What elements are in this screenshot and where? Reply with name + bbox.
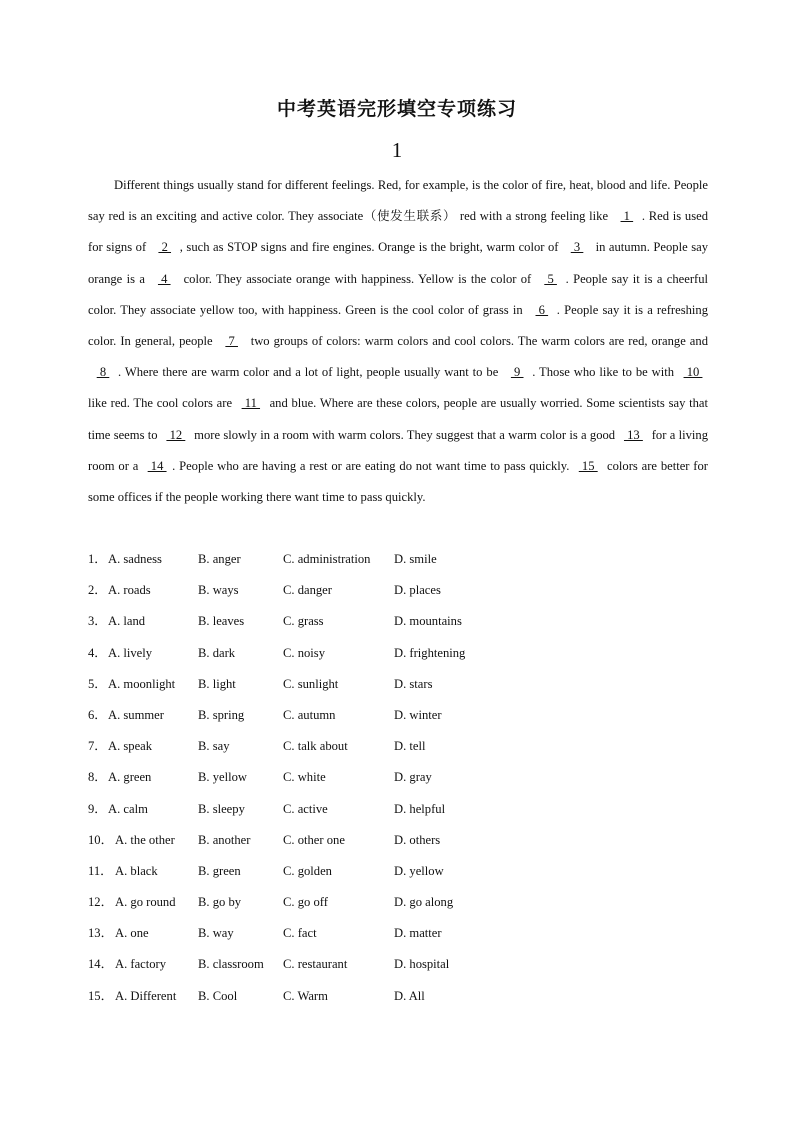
question-row [88, 856, 708, 887]
question-number: 9． [88, 801, 107, 816]
passage-text: . People say it is a refreshing color. In general, people [88, 302, 708, 349]
option-b: B. green [198, 863, 241, 878]
option-a: A. factory [115, 957, 167, 972]
question-row [88, 700, 708, 731]
question-row [88, 918, 708, 949]
question-number: 1． [88, 552, 107, 566]
question-number: 14． [88, 957, 114, 972]
option-d: D. stars [394, 676, 433, 691]
passage-text: and blue. Where are these colors, people are usually worried. Some scientists say that time seems to [88, 396, 708, 442]
blank-12: 12 [166, 427, 186, 442]
option-d: D. go along [394, 895, 454, 910]
option-c: C. go off [283, 895, 328, 910]
option-a: A. black [115, 863, 158, 878]
option-a: A. lively [108, 645, 153, 660]
passage-text: . Red is used for signs of [88, 209, 709, 255]
option-b: B. spring [198, 707, 245, 722]
question-number: 13． [88, 926, 114, 941]
option-c: C. restaurant [283, 957, 348, 972]
option-d: D. hospital [394, 957, 450, 972]
question-row [88, 794, 708, 825]
blank-1: 1 [620, 209, 634, 224]
option-a: A. green [108, 770, 152, 785]
option-b: B. sleepy [198, 801, 245, 816]
blank-9: 9 [510, 365, 524, 380]
question-number: 15． [88, 988, 114, 1003]
question-row [88, 981, 708, 1012]
blank-10: 10 [683, 365, 703, 380]
answer-options-list [88, 544, 708, 1012]
option-a: A. sadness [108, 552, 162, 566]
blank-2: 2 [158, 240, 172, 255]
question-row [88, 731, 708, 762]
passage-text: more slowly in a room with warm colors. They suggest that a warm color is a good [190, 427, 619, 442]
blank-6: 6 [535, 302, 549, 317]
option-b: B. anger [198, 552, 241, 566]
option-a: A. the other [115, 832, 175, 847]
option-b: B. way [198, 926, 234, 941]
question-number: 6． [88, 707, 107, 722]
passage-text: like red. The cool colors are [88, 396, 236, 411]
option-b: B. ways [198, 583, 239, 598]
option-d: D. others [394, 832, 441, 847]
option-a: A. land [108, 614, 146, 629]
option-d: D. gray [394, 770, 432, 785]
option-d: D. yellow [394, 863, 444, 878]
option-c: C. noisy [283, 645, 325, 660]
question-number: 11． [88, 863, 113, 878]
option-b: B. light [198, 676, 236, 691]
option-c: C. white [283, 770, 326, 785]
option-d: D. matter [394, 926, 442, 941]
option-b: B. go by [198, 895, 242, 910]
option-a: A. Different [115, 988, 177, 1003]
passage-text: , such as STOP signs and fire engines. Orange is the bright, warm color of [179, 240, 563, 255]
question-number: 5． [88, 676, 107, 691]
question-row [88, 575, 708, 606]
option-c: C. Warm [283, 988, 328, 1003]
blank-8: 8 [96, 365, 110, 380]
option-c: C. autumn [283, 707, 336, 722]
question-row [88, 887, 708, 918]
blank-15: 15 [578, 458, 598, 473]
option-c: C. sunlight [283, 676, 339, 691]
option-c: C. talk about [283, 739, 348, 754]
option-d: D. tell [394, 739, 426, 754]
passage-text: for a living room or a [88, 427, 708, 473]
option-d: D. smile [394, 552, 437, 566]
option-c: C. administration [283, 552, 371, 566]
question-row [88, 825, 708, 856]
question-row [88, 669, 708, 700]
question-row [88, 544, 708, 575]
question-number: 2． [88, 583, 107, 598]
question-number: 12． [88, 895, 114, 910]
option-d: D. frightening [394, 645, 466, 660]
cloze-passage [88, 170, 708, 513]
option-c: C. danger [283, 583, 332, 598]
option-d: D. All [394, 988, 425, 1003]
question-row [88, 762, 708, 793]
question-number: 7． [88, 739, 107, 754]
passage-text: color. They associate orange with happiness. Yellow is the color of [179, 271, 536, 286]
option-b: B. classroom [198, 957, 264, 972]
option-a: A. speak [108, 739, 153, 754]
passage-text: two groups of colors: warm colors and cool colors. The warm colors are red, orange and [246, 334, 708, 349]
option-a: A. roads [108, 583, 151, 598]
passage-text: . People say it is a cheerful color. They associate yellow too, with happiness. Green is the cool color of grass in [88, 271, 709, 317]
blank-5: 5 [544, 271, 557, 286]
question-number: 3． [88, 614, 107, 629]
option-c: C. grass [283, 614, 324, 629]
passage-text: . Where there are warm color and a lot of light, people usually want to be [118, 365, 503, 380]
blank-14: 14 [147, 458, 167, 473]
document-title: 中考英语完形填空专项练习 [276, 98, 517, 120]
blank-7: 7 [225, 334, 238, 349]
blank-13: 13 [623, 427, 643, 442]
option-b: B. yellow [198, 770, 247, 785]
passage-text: colors are better for some offices if the people working there want time to pass quickly. [88, 458, 708, 505]
option-b: B. Cool [198, 988, 238, 1003]
option-a: A. one [115, 926, 149, 941]
option-a: A. calm [108, 801, 148, 816]
question-row [88, 949, 708, 980]
section-number: 1 [391, 138, 403, 162]
option-d: D. mountains [394, 614, 462, 629]
option-b: B. say [198, 739, 230, 754]
blank-4: 4 [157, 271, 171, 286]
option-c: C. active [283, 801, 328, 816]
blank-3: 3 [570, 240, 584, 255]
option-c: C. other one [283, 832, 345, 847]
option-b: B. another [198, 832, 251, 847]
option-b: B. dark [198, 645, 236, 660]
question-row [88, 638, 708, 669]
passage-text: in autumn. People say orange is a [88, 240, 708, 286]
option-d: D. helpful [394, 801, 446, 816]
option-d: D. places [394, 583, 441, 598]
question-row [88, 606, 708, 637]
question-number: 10． [88, 832, 114, 847]
blank-11: 11 [241, 396, 261, 411]
option-a: A. moonlight [108, 676, 176, 691]
passage-text: . Those who like to be with [532, 365, 678, 380]
question-number: 8． [88, 770, 107, 785]
passage-text: Different things usually stand for different feelings. Red, for example, is the color of fire, heat, blood and life. People say red is an exciting and active color. They associate（使发生联系） red with a strong feeling like [88, 178, 708, 224]
option-d: D. winter [394, 707, 442, 722]
option-b: B. leaves [198, 614, 245, 629]
option-c: C. golden [283, 863, 332, 878]
passage-text: . People who are having a rest or are eating do not want time to pass quickly. [172, 458, 574, 473]
option-a: A. summer [108, 707, 164, 722]
option-a: A. go round [115, 895, 176, 910]
question-number: 4． [88, 645, 107, 660]
option-c: C. fact [283, 926, 317, 941]
